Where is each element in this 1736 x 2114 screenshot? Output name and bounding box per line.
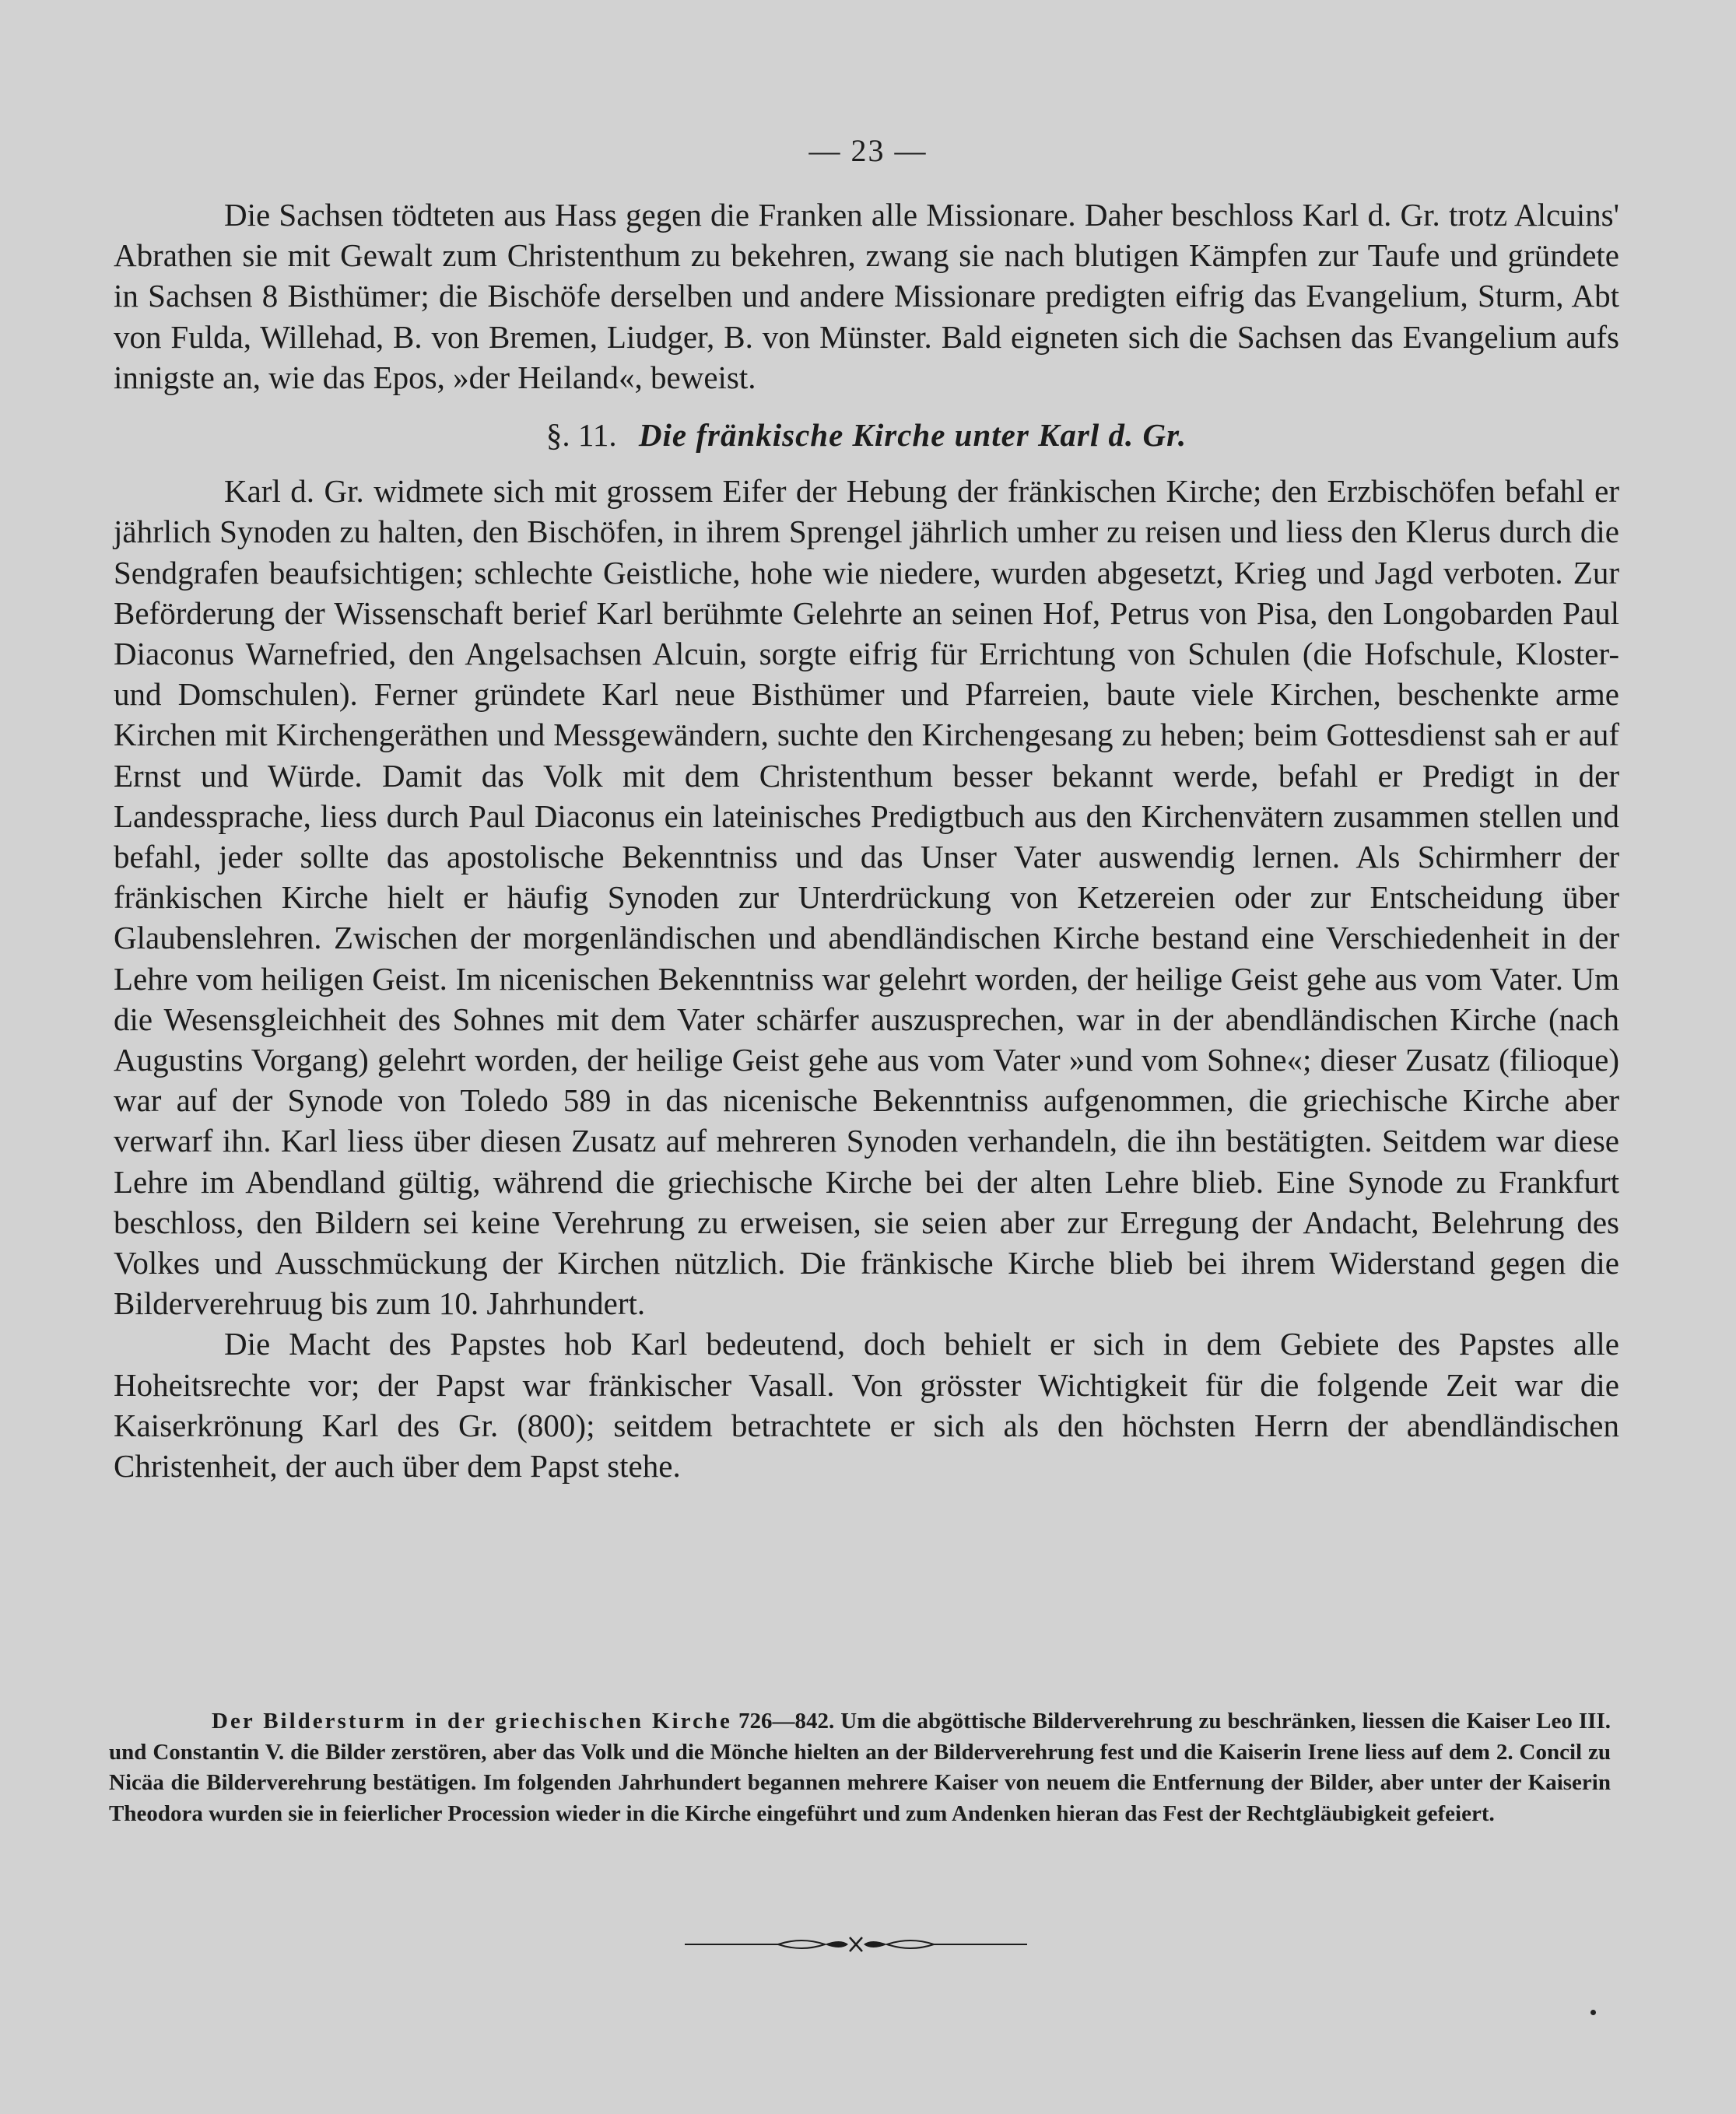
section-title: Die fränkische Kirche unter Karl d. Gr.: [638, 417, 1187, 454]
ornament-divider-icon: [685, 1934, 1027, 1954]
footnote-body: Um die abgöttische Bilderverehrung zu beschränken, liessen die Kaiser Leo III. und Constantin V. die Bilder zerstören, aber das Volk und die Mönche hielten an der Bilderverehrung fest und die Kaiserin Irene liess auf dem 2. Concil zu Nicäa die Bilderverehrung bestätigen. Im folgenden Jahrhundert begannen mehrere Kaiser von neuem die Entfernung der Bilder, aber unter der Kaiserin Theodora wurden sie in feierlicher Procession wieder in die Kirche eingeführt und zum Andenken hieran das Fest der Rechtgläubigkeit gefeiert.: [109, 1709, 1611, 1826]
paragraph-saxons: Die Sachsen tödteten aus Hass gegen die Franken alle Missionare. Daher beschloss Karl d. Gr. trotz Alcuins' Abrathen sie mit Gewalt zum Christenthum zu bekehren, zwang sie nach blutigen Kämpfen zur Taufe und gründete in Sachsen 8 Bisthümer; die Bischöfe derselben und andere Missionare predigten eifrig das Evangelium, Sturm, Abt von Fulda, Willehad, B. von Bremen, Liudger, B. von Münster. Bald eigneten sich die Sachsen das Evangelium aufs innigste an, wie das Epos, »der Heiland«, beweist.: [114, 197, 1619, 395]
ink-speck: [1590, 2010, 1596, 2015]
footnote-dates: 726—842.: [738, 1709, 835, 1734]
footnote-heading: Der Bildersturm in der griechischen Kirche: [212, 1709, 732, 1734]
page-number: — 23 —: [808, 133, 928, 168]
main-text: [114, 195, 1619, 1486]
section-number: §. 11.: [545, 417, 617, 454]
paragraph-church: Karl d. Gr. widmete sich mit grossem Eifer der Hebung der fränkischen Kirche; den Erzbischöfen befahl er jährlich Synoden zu halten, den Bischöfen, in ihrem Sprengel jährlich umher zu reisen und liess den Klerus durch die Sendgrafen beaufsichtigen; schlechte Geistliche, hohe wie niedere, wurden abgesetzt, Krieg und Jagd verboten. Zur Beförderung der Wissenschaft berief Karl berühmte Gelehrte an seinen Hof, Petrus von Pisa, den Longobarden Paul Diaconus Warnefried, den Angelsachsen Alcuin, sorgte eifrig für Errichtung von Schulen (die Hofschule, Kloster- und Domschulen). Ferner gründete Karl neue Bisthümer und Pfarreien, baute viele Kirchen, beschenkte arme Kirchen mit Kirchengeräthen und Messgewändern, suchte den Kirchengesang zu heben; beim Gottesdienst sah er auf Ernst und Würde. Damit das Volk mit dem Christenthum besser bekannt werde, befahl er Predigt in der Landessprache, liess durch Paul Diaconus ein lateinisches Predigtbuch aus den Kirchenvätern zusammen stellen und befahl, jeder sollte das apostolische Bekenntniss und das Unser Vater auswendig lernen. Als Schirmherr der fränkischen Kirche hielt er häufig Synoden zur Unterdrückung von Ketzereien oder zur Entscheidung über Glaubenslehren. Zwischen der morgenländischen und abendländischen Kirche bestand eine Verschiedenheit in der Lehre vom heiligen Geist. Im nicenischen Bekenntniss war gelehrt worden, der heilige Geist gehe aus vom Vater. Um die Wesensgleichheit des Sohnes mit dem Vater schärfer auszusprechen, war in der abendländischen Kirche (nach Augustins Vorgang) gelehrt worden, der heilige Geist gehe aus vom Vater »und vom Sohne«; dieser Zusatz (filioque) war auf der Synode von Toledo 589 in das nicenische Bekenntniss aufgenommen, die griechische Kirche aber verwarf ihn. Karl liess über diesen Zusatz auf mehreren Synoden verhandeln, die ihn bestätigten. Seitdem war diese Lehre im Abendland gültig, während die griechische Kirche bei der alten Lehre blieb. Eine Synode zu Frankfurt beschloss, den Bildern sei keine Verehrung zu erweisen, sie seien aber zur Erregung der Andacht, Belehrung des Volkes und Ausschmückung der Kirchen nützlich. Die fränkische Kirche blieb bei ihrem Widerstand gegen die Bilderverehruug bis zum 10. Jahrhundert.: [114, 473, 1619, 1322]
paragraph-pope: Die Macht des Papstes hob Karl bedeutend, doch behielt er sich in dem Gebiete des Papstes alle Hoheitsrechte vor; der Papst war fränkischer Vasall. Von grösster Wichtigkeit für die folgende Zeit war die Kaiserkrönung Karl des Gr. (800); seitdem betrachtete er sich als den höchsten Herrn der abendländischen Christenheit, der auch über dem Papst stehe.: [114, 1326, 1619, 1485]
section-heading: [114, 415, 1619, 455]
footnote: [109, 1706, 1611, 1829]
